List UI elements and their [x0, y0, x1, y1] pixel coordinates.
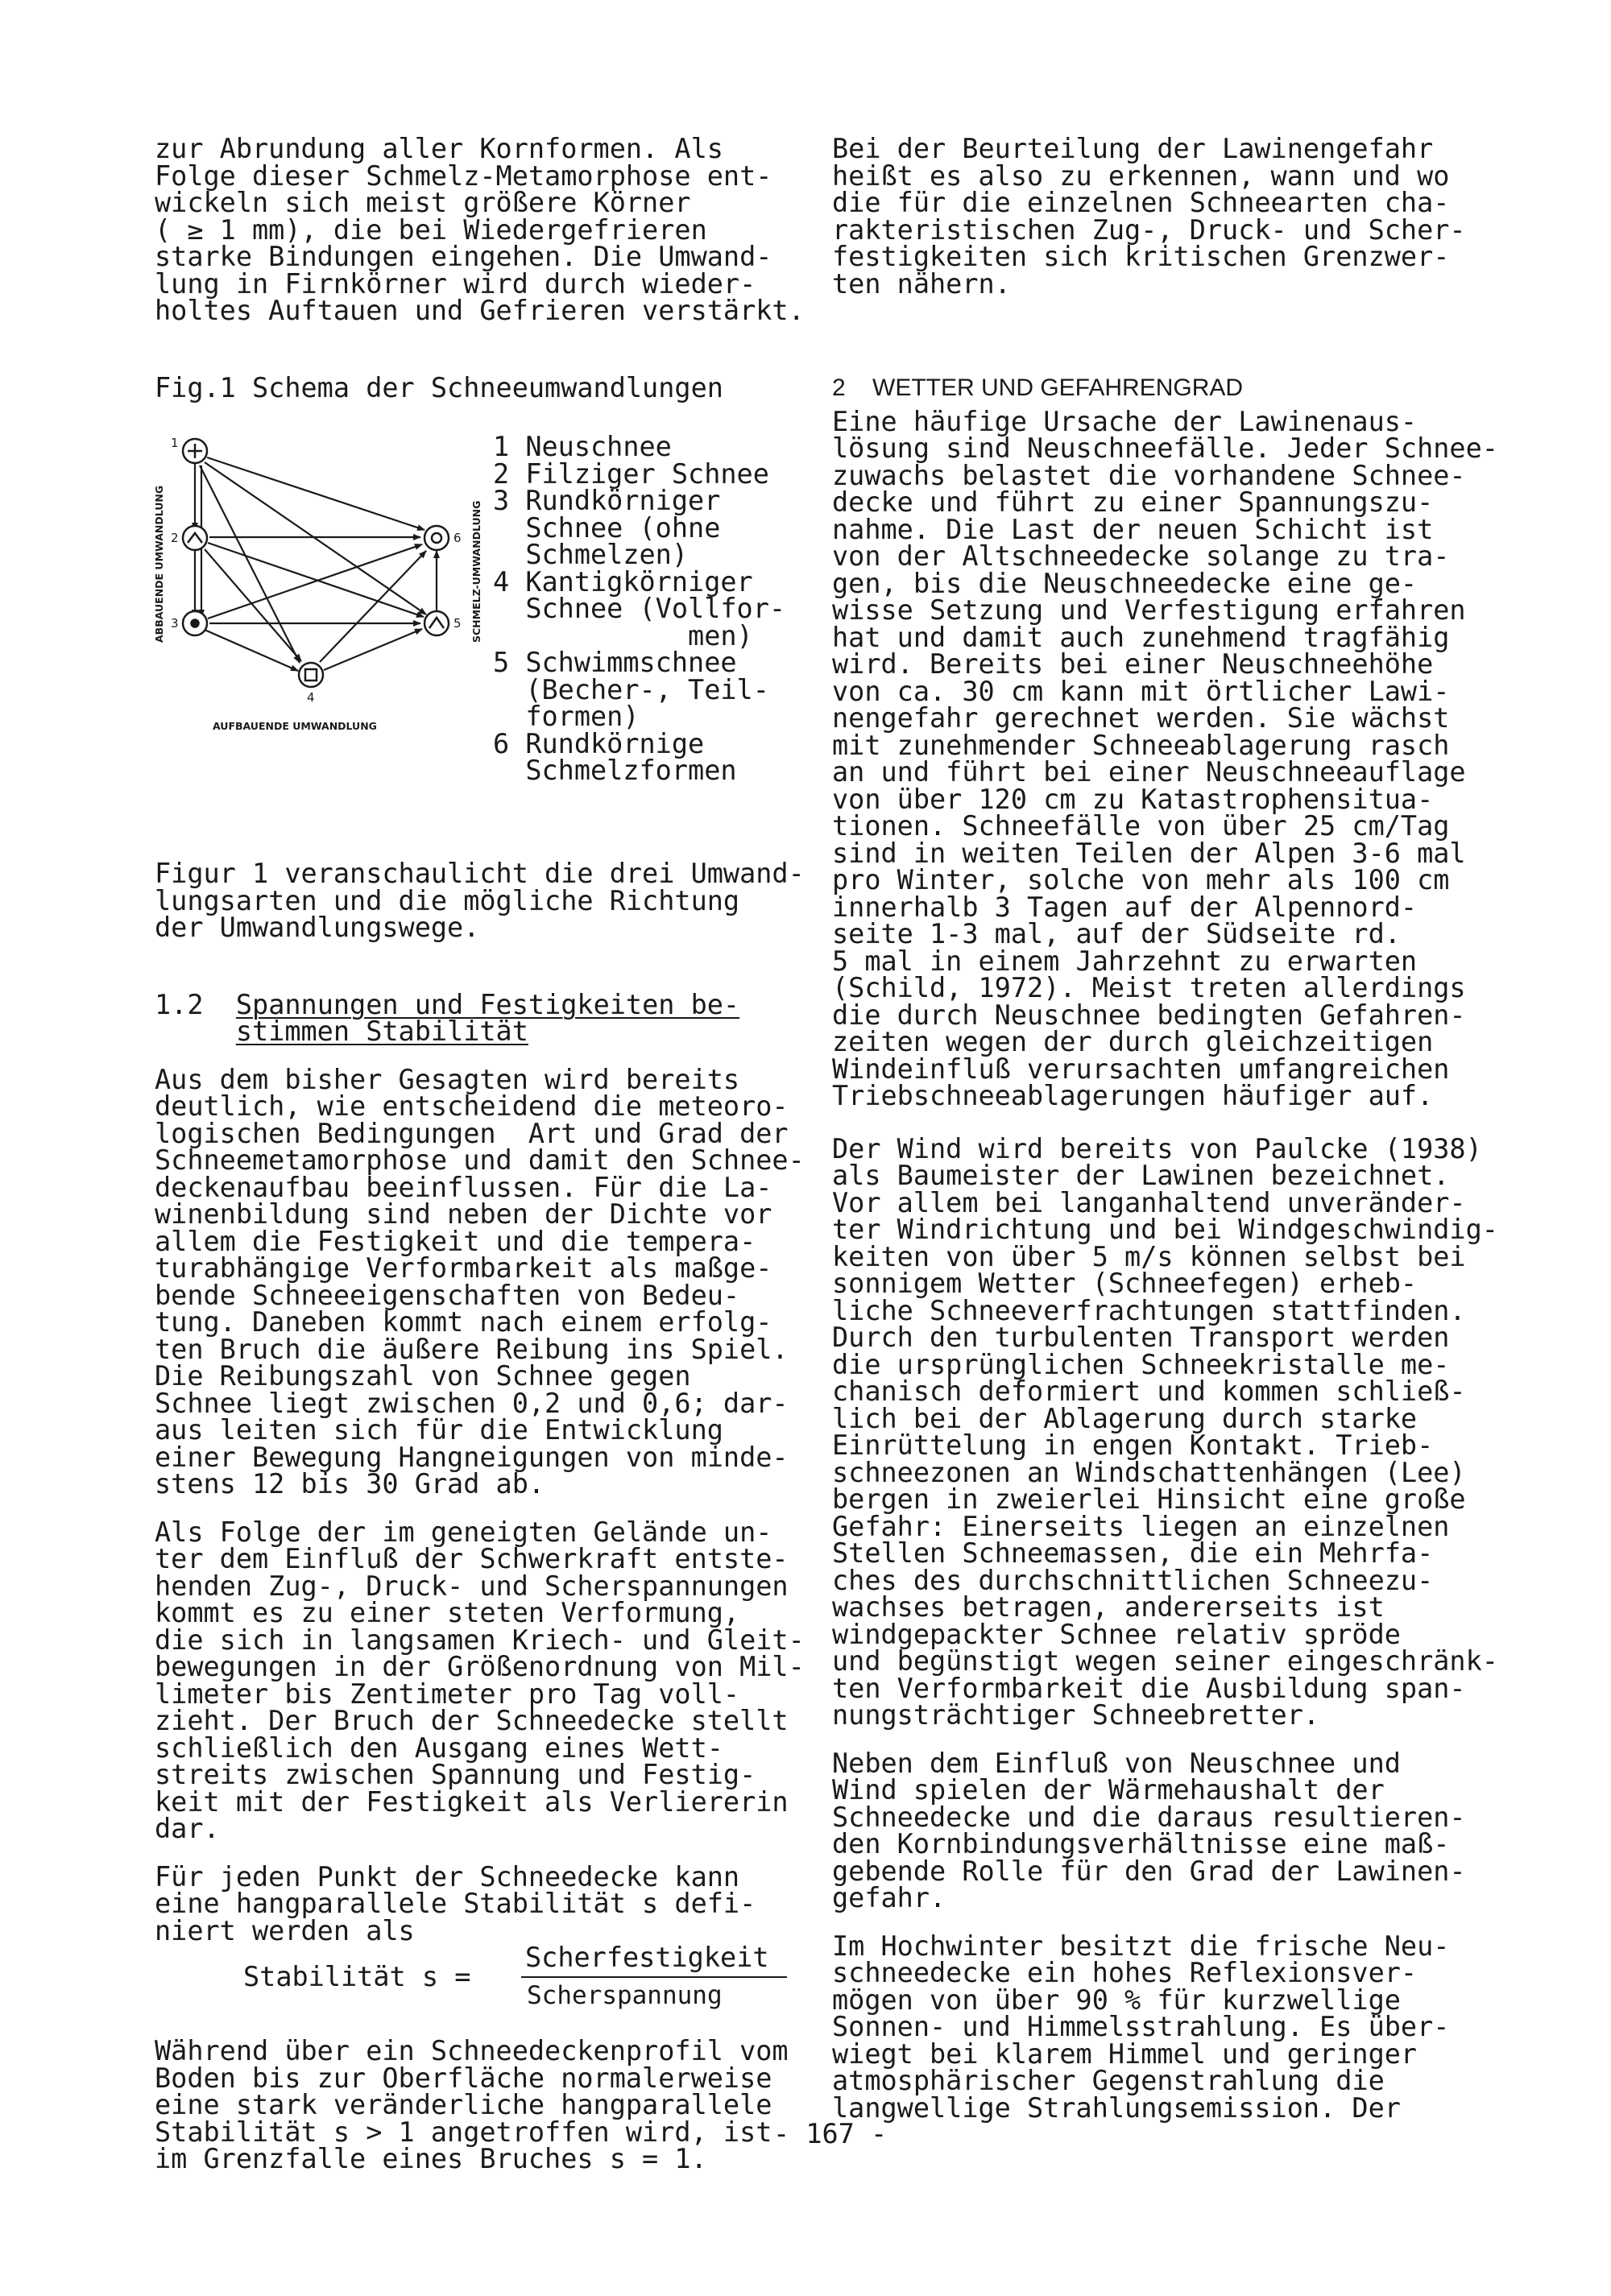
legend-line: 3 Rundkörniger: [493, 485, 721, 516]
text-line: seite 1-3 mal, auf der Südseite rd.: [832, 918, 1401, 949]
text-line: der Umwandlungswege.: [155, 912, 480, 943]
text-line: Stellen Schneemassen, die ein Mehrfa-: [832, 1537, 1434, 1569]
edge-1-4: [200, 465, 300, 663]
text-line: ches des durchschnittlichen Schneezu-: [832, 1564, 1434, 1596]
text-line: sonnigem Wetter (Schneefegen) erheb-: [832, 1268, 1418, 1299]
legend-line: Schmelzen): [493, 539, 689, 570]
legend-line: Schmelzformen: [493, 755, 737, 786]
text-line: rakteristischen Zug-, Druck- und Scher-: [832, 213, 1466, 246]
text-line: Schnee liegt zwischen 0,2 und 0,6; dar-: [155, 1387, 789, 1419]
edge-4-6: [320, 551, 426, 662]
text-line: gefahr.: [832, 1882, 946, 1913]
text-line: sind in weiten Teilen der Alpen 3-6 mal: [832, 837, 1466, 869]
paragraph: [832, 1747, 1525, 1913]
text-line: Sonnen- und Himmelsstrahlung. Es über-: [832, 2011, 1450, 2042]
right-column: [832, 133, 1525, 2124]
stability-equation: [155, 1944, 823, 2017]
text-line: Die Reibungszahl von Schnee gegen: [155, 1360, 691, 1392]
text-line: die ursprünglichen Schneekristalle me-: [832, 1348, 1450, 1380]
legend-line: 2 Filziger Schnee: [493, 457, 769, 490]
equation-lhs: Stabilität s =: [243, 1961, 471, 1992]
text-line: die für die einzelnen Schneearten cha-: [832, 187, 1450, 218]
edge-2-4: [205, 549, 301, 661]
text-line: tionen. Schneefälle von über 25 cm/Tag: [832, 810, 1450, 842]
legend-line: Schnee (ohne: [493, 511, 721, 544]
text-line: nengefahr gerechnet werden. Sie wächst: [832, 702, 1450, 734]
paragraph: [155, 2037, 823, 2173]
text-line: langwellige Strahlungsemission. Der: [832, 2091, 1401, 2124]
edge-1-6: [207, 457, 424, 530]
text-line: im Grenzfalle eines Bruches s = 1.: [155, 2143, 707, 2174]
text-line: logischen Bedingungen Art und Grad der: [155, 1117, 789, 1149]
text-line: zeiten wegen der durch gleichzeitigen: [832, 1026, 1434, 1057]
node-3: [183, 611, 207, 635]
text-line: innerhalb 3 Tagen auf der Alpennord-: [832, 891, 1418, 923]
text-line: schließlich den Ausgang eines Wett-: [155, 1731, 723, 1764]
node-2: [183, 526, 207, 550]
text-line: Gefahr: Einerseits liegen an einzelnen: [832, 1510, 1450, 1542]
right-axis-label: SCHMELZ-UMWANDLUNG: [470, 500, 482, 643]
text-line: windgepackter Schnee relativ spröde: [832, 1618, 1401, 1650]
text-line: pro Winter, solche von mehr als 100 cm: [832, 864, 1450, 896]
text-line: Stabilität s > 1 angetroffen wird, ist: [155, 2116, 772, 2148]
text-line: lung in Firnkörner wird durch wieder-: [155, 267, 756, 300]
text-line: 5 mal in einem Jahrzehnt zu erwarten: [832, 945, 1418, 977]
text-line: starke Bindungen eingehen. Die Umwand-: [155, 241, 772, 272]
text-line: ten nähern.: [832, 267, 1011, 300]
node-6: [424, 526, 449, 550]
legend-line: men): [493, 619, 753, 652]
figure-caption: Fig.1 Schema der Schneeumwandlungen: [155, 371, 723, 403]
legend-line: formen): [493, 701, 640, 732]
text-line: aus leiten sich für die Entwicklung: [155, 1414, 723, 1446]
edge-2-5: [208, 543, 424, 617]
text-line: lich bei der Ablagerung durch starke: [832, 1402, 1418, 1434]
text-line: und begünstigt wegen seiner eingeschränk-: [832, 1645, 1498, 1677]
text-line: Bei der Beurteilung der Lawinengefahr: [832, 133, 1434, 164]
text-line: Vor allem bei langanhaltend unveränder-: [832, 1186, 1466, 1218]
text-line: decke und führt zu einer Spannungszu-: [832, 486, 1434, 518]
text-line: zieht. Der Bruch der Schneedecke stellt: [155, 1705, 789, 1736]
legend-line: 1 Neuschnee: [493, 431, 672, 462]
section-title: Spannungen und Festigkeiten be-: [235, 988, 740, 1020]
text-line: turabhängige Verformbarkeit als maßge-: [155, 1252, 772, 1284]
text-line: deutlich, wie entscheidend die meteoro-: [155, 1090, 789, 1122]
node-label-2: 2: [171, 531, 179, 545]
right-intro-paragraph: [832, 133, 1525, 300]
edge-3-6: [208, 544, 422, 618]
text-line: Durch den turbulenten Transport werden: [832, 1322, 1450, 1353]
text-line: ter dem Einfluß der Schwerkraft entste-: [155, 1543, 789, 1574]
bottom-axis-label: AUFBAUENDE UMWANDLUNG: [213, 720, 377, 732]
text-line: Während über ein Schneedeckenprofil vom: [155, 2035, 789, 2066]
figure-description: [155, 860, 823, 941]
text-line: von über 120 cm zu Katastrophensitua-: [832, 783, 1434, 815]
text-line: wiegt bei klarem Himmel und geringer: [832, 2037, 1418, 2070]
text-line: atmosphärischer Gegenstrahlung die: [832, 2065, 1385, 2096]
left-intro-paragraph: [155, 135, 823, 325]
text-line: bergen in zweierlei Hinsicht eine große: [832, 1483, 1466, 1515]
transformation-diagram: [155, 433, 493, 755]
text-line: Wind spielen der Wärmehaushalt der: [832, 1774, 1385, 1806]
text-line: als Baumeister der Lawinen bezeichnet.: [832, 1160, 1450, 1191]
text-line: Triebschneeablagerungen häufiger auf.: [832, 1080, 1434, 1111]
text-line: henden Zug-, Druck- und Scherspannungen: [155, 1570, 789, 1602]
fraction-bar: [521, 1976, 787, 1978]
text-line: bewegungen in der Größenordnung von Mil-: [155, 1651, 805, 1682]
node-5: [424, 611, 449, 635]
paragraph: [832, 405, 1525, 1111]
text-line: festigkeiten sich kritischen Grenzwer-: [832, 241, 1450, 272]
figure-snow-transformation: [155, 433, 823, 860]
paragraph: [155, 1516, 823, 1844]
text-line: wird. Bereits bei einer Neuschneehöhe: [832, 648, 1434, 680]
text-line: deckenaufbau beeinflussen. Für die La-: [155, 1171, 772, 1203]
text-line: winenbildung sind neben der Dichte vor: [155, 1198, 772, 1230]
text-line: nungsträchtiger Schneebretter.: [832, 1699, 1320, 1731]
node-label-3: 3: [171, 616, 179, 631]
section-title-line: [155, 1018, 823, 1045]
text-line: (Schild, 1972). Meist treten allerdings: [832, 972, 1466, 1003]
text-line: ten Bruch die äußere Reibung ins Spiel.: [155, 1333, 789, 1365]
text-line: eine hangparallele Stabilität s defi-: [155, 1888, 756, 1919]
text-line: lösung sind Neuschneefälle. Jeder Schnee-: [832, 432, 1498, 464]
text-line: Figur 1 veranschaulicht die drei Umwand-: [155, 858, 805, 889]
figure-legend: [493, 433, 785, 784]
text-line: Als Folge der im geneigten Gelände un-: [155, 1516, 772, 1548]
text-line: keiten von über 5 m/s können selbst bei: [832, 1240, 1466, 1272]
text-line: niert werden als: [155, 1914, 415, 1946]
text-line: an und führt bei einer Neuschneeauflage: [832, 756, 1466, 788]
text-line: eine stark veränderliche hangparallele: [155, 2089, 772, 2120]
text-line: ten Verformbarkeit die Ausbildung span-: [832, 1672, 1466, 1704]
node-label-5: 5: [453, 616, 462, 631]
text-line: bende Schneeeigenschaften von Bedeu-: [155, 1279, 740, 1311]
text-line: den Kornbindungsverhältnisse eine maß-: [832, 1828, 1450, 1860]
text-line: wisse Setzung und Verfestigung erfahren: [832, 594, 1466, 626]
legend-line: 4 Kantigkörniger: [493, 565, 753, 598]
text-line: keit mit der Festigkeit als Verliererin: [155, 1785, 789, 1818]
node-label-4: 4: [307, 690, 315, 705]
text-line: heißt es also zu erkennen, wann und wo: [832, 159, 1450, 192]
text-line: Folge dieser Schmelz-Metamorphose ent-: [155, 159, 772, 192]
left-column: [155, 135, 823, 2173]
text-line: mögen von über 90 % für kurzwellige: [832, 1984, 1401, 2016]
text-line: Neben dem Einfluß von Neuschnee und: [832, 1747, 1401, 1779]
text-line: hat und damit auch zunehmend tragfähig: [832, 621, 1450, 653]
equation-numerator: Scherfestigkeit: [525, 1942, 769, 1973]
node-label-1: 1: [171, 436, 179, 450]
section-heading-1-2: [155, 988, 823, 1047]
legend-line: 6 Rundkörnige: [493, 727, 705, 759]
node-4: [299, 663, 323, 687]
legend-line: Schnee (Vollfor-: [493, 593, 786, 624]
text-line: einer Bewegung Hangneigungen von minde-: [155, 1441, 789, 1473]
node-label-6: 6: [453, 531, 462, 545]
text-line: zuwachs belastet die vorhandene Schnee-: [832, 459, 1466, 491]
text-line: liche Schneeverfrachtungen stattfinden.: [832, 1294, 1466, 1326]
equation-denominator: Scherspannung: [527, 1981, 723, 2010]
text-line: ( ≥ 1 mm), die bei Wiedergefrieren: [155, 213, 707, 246]
edge-3-4: [205, 630, 298, 671]
section-number: 1.2: [155, 988, 204, 1020]
text-line: wachses betragen, andererseits ist: [832, 1591, 1385, 1623]
text-line: kommt es zu einer steten Verformung,: [155, 1597, 740, 1628]
text-line: schneezonen an Windschattenhängen (Lee): [832, 1456, 1466, 1488]
text-line: Der Wind wird bereits von Paulcke (1938): [832, 1132, 1482, 1165]
paragraph: [832, 1930, 1525, 2124]
text-line: lungsarten und die mögliche Richtung: [155, 884, 740, 916]
text-line: stens 12 bis 30 Grad ab.: [155, 1468, 545, 1500]
text-line: limeter bis Zentimeter pro Tag voll-: [155, 1678, 740, 1710]
text-line: die durch Neuschnee bedingten Gefahren-: [832, 999, 1466, 1031]
text-line: die sich in langsamen Kriech- und Gleit-: [155, 1624, 805, 1656]
text-line: Für jeden Punkt der Schneedecke kann: [155, 1860, 740, 1893]
node-1: [183, 439, 207, 463]
text-line: Windeinfluß verursachten umfangreichen: [832, 1053, 1450, 1085]
text-line: holtes Auftauen und Gefrieren verstärkt.: [155, 295, 805, 326]
paragraph: [155, 1063, 823, 1500]
edges: [195, 457, 437, 671]
text-line: Boden bis zur Oberfläche normalerweise: [155, 2062, 772, 2094]
text-line: gen, bis die Neuschneedecke eine ge-: [832, 567, 1418, 599]
section-heading-2: 2 WETTER UND GEFAHRENGRAD: [832, 374, 1244, 401]
text-line: Eine häufige Ursache der Lawinenaus-: [832, 405, 1418, 437]
text-line: wickeln sich meist größere Körner: [155, 187, 691, 218]
paragraph: [155, 1860, 823, 1946]
section-title-line: [155, 988, 823, 1020]
page-number: - 167 -: [773, 2118, 888, 2149]
section-title-cont: stimmen Stabilität: [235, 1016, 528, 1047]
text-line: schneedecke ein hohes Reflexionsver-: [832, 1957, 1418, 1988]
text-line: tung. Daneben kommt nach einem erfolg-: [155, 1306, 772, 1338]
text-line: Schneemetamorphose und damit den Schnee-: [155, 1144, 805, 1176]
text-line: mit zunehmender Schneeablagerung rasch: [832, 729, 1450, 761]
text-line: zur Abrundung aller Kornformen. Als: [155, 133, 723, 164]
left-axis-label: ABBAUENDE UMWANDLUNG: [153, 485, 165, 643]
text-line: Schneedecke und die daraus resultieren-: [832, 1801, 1466, 1833]
legend-line: (Becher-, Teil-: [493, 673, 769, 705]
edge-4-5: [324, 629, 422, 670]
text-line: allem die Festigkeit und die tempera-: [155, 1225, 756, 1257]
text-line: gebende Rolle für den Grad der Lawinen-: [832, 1855, 1466, 1887]
text-line: dar.: [155, 1813, 220, 1844]
text-line: streits zwischen Spannung und Festig-: [155, 1759, 756, 1790]
text-line: chanisch deformiert und kommen schließ-: [832, 1376, 1466, 1407]
text-line: von ca. 30 cm kann mit örtlicher Lawi-: [832, 675, 1450, 707]
paragraph: [832, 1132, 1525, 1731]
text-line: Aus dem bisher Gesagten wird bereits: [155, 1063, 740, 1095]
text-line: Einrüttelung in engen Kontakt. Trieb-: [832, 1429, 1434, 1461]
text-line: Im Hochwinter besitzt die frische Neu-: [832, 1930, 1450, 1962]
edge-1-5: [205, 462, 426, 614]
text-line: ter Windrichtung und bei Windgeschwindig-: [832, 1214, 1498, 1245]
text-line: von der Altschneedecke solange zu tra-: [832, 540, 1450, 572]
text-line: nahme. Die Last der neuen Schicht ist: [832, 513, 1434, 545]
legend-line: 5 Schwimmschnee: [493, 647, 737, 678]
